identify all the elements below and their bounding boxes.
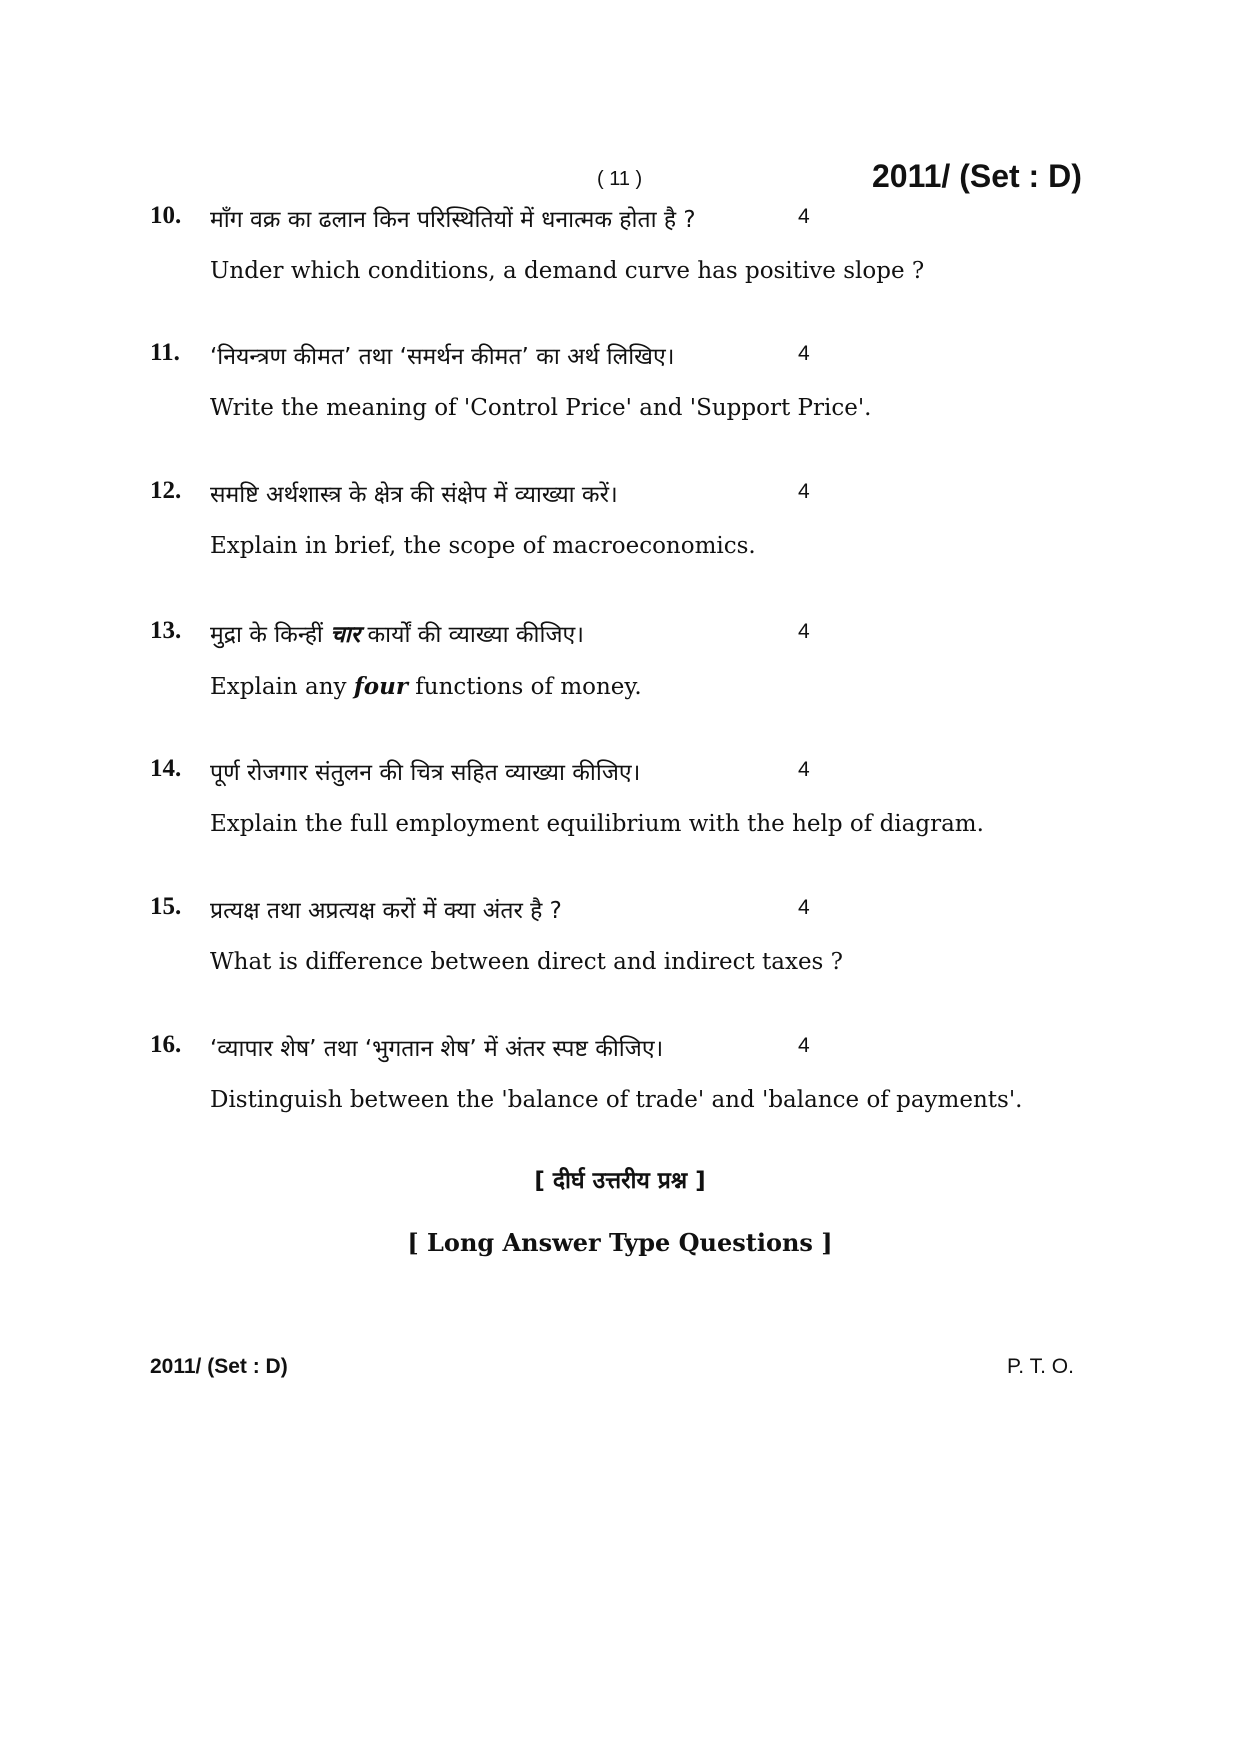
question-number: 12.: [150, 477, 182, 504]
question-marks: 4: [798, 480, 810, 503]
question-english: Under which conditions, a demand curve has positive slope ?: [210, 258, 925, 284]
question-english: [210, 673, 642, 700]
paper-code-footer: 2011/ (Set : D): [150, 1355, 288, 1378]
question-marks: 4: [798, 896, 810, 919]
hindi-text-before: मुद्रा के किन्हीं: [210, 622, 331, 648]
english-text-before: Explain any: [210, 674, 354, 700]
question-15: [0, 893, 1240, 1003]
question-english: What is difference between direct and indirect taxes ?: [210, 949, 844, 975]
english-emphasis: four: [353, 673, 408, 700]
question-number: 10.: [150, 202, 182, 229]
question-11: [0, 339, 1240, 449]
section-heading-english: [ Long Answer Type Questions ]: [407, 1228, 833, 1257]
question-english: Explain the full employment equilibrium with the help of diagram.: [210, 811, 984, 837]
question-10: [0, 202, 1240, 312]
section-heading-hindi: [ दीर्घ उत्तरीय प्रश्न ]: [534, 1168, 706, 1194]
page-number: ( 11 ): [597, 168, 643, 190]
question-number: 13.: [150, 617, 182, 644]
question-hindi: पूर्ण रोजगार संतुलन की चित्र सहित व्याख्या कीजिए।: [210, 760, 641, 786]
question-english: Write the meaning of 'Control Price' and 'Support Price'.: [210, 395, 872, 421]
question-12: [0, 477, 1240, 587]
english-text-after: functions of money.: [407, 674, 642, 700]
pto-label: P. T. O.: [1007, 1355, 1074, 1378]
question-hindi: माँग वक्र का ढलान किन परिस्थितियों में धनात्मक होता है ?: [210, 207, 696, 233]
question-16: [0, 1031, 1240, 1141]
question-hindi: ‘नियन्त्रण कीमत’ तथा ‘समर्थन कीमत’ का अर्थ लिखिए।: [210, 344, 675, 370]
question-number: 16.: [150, 1031, 182, 1058]
question-english: Explain in brief, the scope of macroeconomics.: [210, 533, 756, 559]
question-hindi: [210, 617, 584, 649]
hindi-emphasis: चार: [330, 622, 361, 648]
question-number: 11.: [150, 339, 180, 366]
question-number: 15.: [150, 893, 182, 920]
hindi-text-after: कार्यों की व्याख्या कीजिए।: [360, 622, 584, 648]
question-13: [0, 617, 1240, 727]
question-marks: 4: [798, 1034, 810, 1057]
question-marks: 4: [798, 758, 810, 781]
question-hindi: ‘व्यापार शेष’ तथा ‘भुगतान शेष’ में अंतर स्पष्ट कीजिए।: [210, 1036, 664, 1062]
question-marks: 4: [798, 205, 810, 228]
question-number: 14.: [150, 755, 182, 782]
question-marks: 4: [798, 342, 810, 365]
question-hindi: प्रत्यक्ष तथा अप्रत्यक्ष करों में क्या अंतर है ?: [210, 898, 562, 924]
question-english: Distinguish between the 'balance of trade' and 'balance of payments'.: [210, 1087, 1023, 1113]
paper-code-header: 2011/ (Set : D): [872, 158, 1082, 194]
question-14: [0, 755, 1240, 865]
question-hindi: समष्टि अर्थशास्त्र के क्षेत्र की संक्षेप में व्याख्या करें।: [210, 482, 618, 508]
question-marks: 4: [798, 620, 810, 643]
